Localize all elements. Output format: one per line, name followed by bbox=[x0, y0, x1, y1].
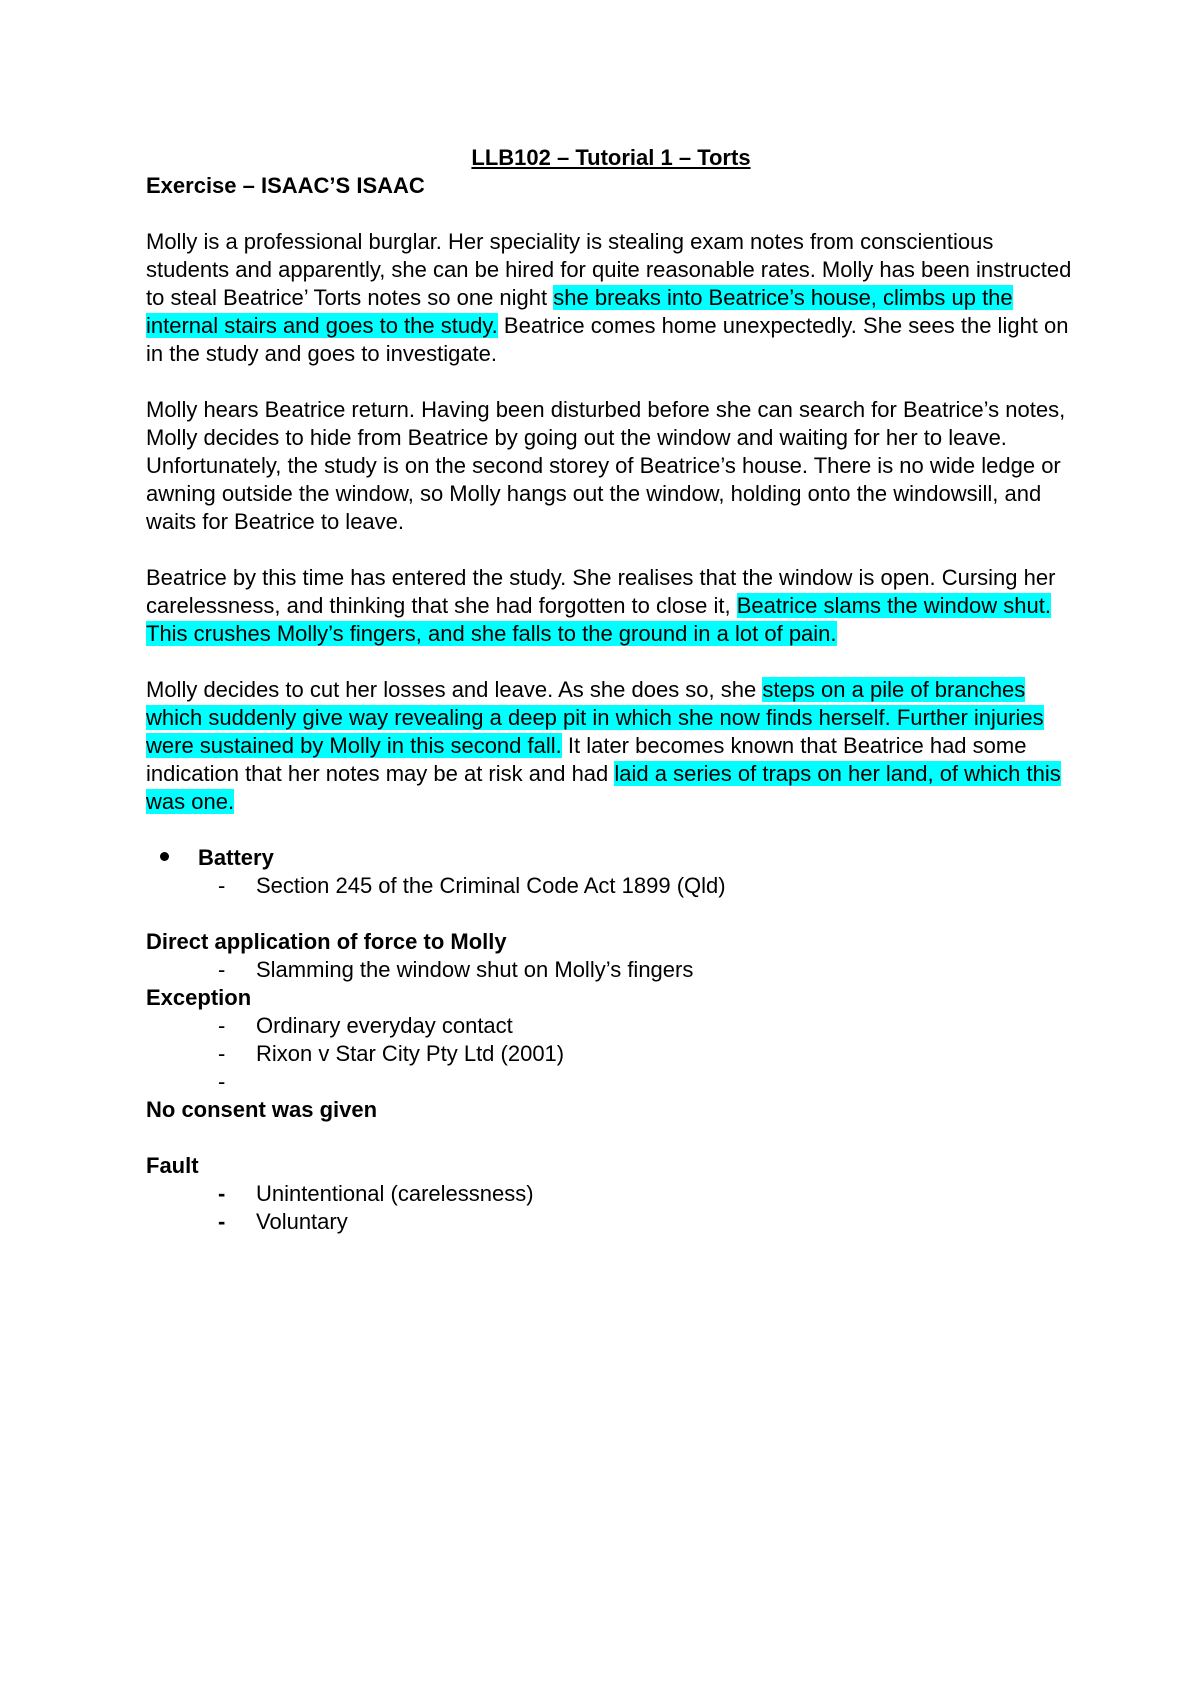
spacer bbox=[146, 200, 1076, 228]
dash-item bbox=[146, 1012, 1076, 1040]
bullet-icon bbox=[160, 852, 169, 861]
paragraph-1 bbox=[146, 228, 1076, 368]
dash-icon: - bbox=[218, 1041, 226, 1066]
heading-no-consent: No consent was given bbox=[146, 1097, 378, 1122]
dash-icon: - bbox=[218, 873, 226, 898]
dash-item-empty bbox=[146, 1068, 1076, 1096]
paragraph-3-text-a: Beatrice by this time has entered the study. She realises that the window is open. Cursing her carelessness, and thinking that she had forgotten to close it, bbox=[146, 565, 1056, 618]
spacer bbox=[146, 900, 1076, 928]
paragraph-1-text-a: Molly is a professional burglar. Her speciality is stealing exam notes from conscientious students and apparently, she can be hired for quite reasonable rates. Molly has been instructed to steal Beatrice’ Torts notes so one night bbox=[146, 229, 1072, 310]
heading-exception: Exception bbox=[146, 985, 252, 1010]
paragraph-1-text-b: Beatrice comes home unexpectedly. She sees the light on in the study and goes to investigate. bbox=[146, 313, 1069, 366]
dash-item bbox=[146, 1208, 1076, 1236]
dash-item-text: Voluntary bbox=[256, 1209, 348, 1234]
paragraph-2: Molly hears Beatrice return. Having been disturbed before she can search for Beatrice’s notes, Molly decides to hide from Beatrice by going out the window and waiting for her to leave. Unfortunately, the study is on the second storey of Beatrice’s house. There is no wide ledge or awning outside the window, so Molly hangs out the window, holding onto the windowsill, and waits for Beatrice to leave. bbox=[146, 397, 1066, 534]
document-body bbox=[146, 144, 1076, 1236]
dash-item bbox=[146, 1180, 1076, 1208]
dash-icon: - bbox=[218, 1181, 226, 1206]
dash-item-text: Unintentional (carelessness) bbox=[256, 1181, 534, 1206]
dash-icon: - bbox=[218, 1209, 226, 1234]
spacer bbox=[146, 816, 1076, 844]
bullet-label: Battery bbox=[198, 845, 274, 870]
paragraph-3 bbox=[146, 564, 1076, 648]
heading-direct-application: Direct application of force to Molly bbox=[146, 929, 507, 954]
paragraph-4-text-a: Molly decides to cut her losses and leave. As she does so, she bbox=[146, 677, 763, 702]
exercise-subtitle: Exercise – ISAAC’S ISAAC bbox=[146, 173, 425, 198]
dash-icon: - bbox=[218, 1013, 226, 1038]
dash-item bbox=[146, 956, 1076, 984]
dash-icon: - bbox=[218, 1069, 226, 1094]
paragraph-4-text-b: It later becomes known that Beatrice had some indication that her notes may be at risk and had bbox=[146, 733, 1027, 786]
spacer bbox=[146, 536, 1076, 564]
dash-item-text: Section 245 of the Criminal Code Act 1899 (Qld) bbox=[256, 873, 726, 898]
dash-icon: - bbox=[218, 957, 226, 982]
paragraph-4-highlight-2: laid a series of traps on her land, of which this was one. bbox=[146, 761, 1061, 814]
bullet-item-battery bbox=[146, 844, 1076, 872]
dash-item-text: Ordinary everyday contact bbox=[256, 1013, 513, 1038]
paragraph-3-highlight: Beatrice slams the window shut. This crushes Molly’s fingers, and she falls to the ground in a lot of pain. bbox=[146, 593, 1051, 646]
dash-item bbox=[146, 1040, 1076, 1068]
spacer bbox=[146, 368, 1076, 396]
document-title: LLB102 – Tutorial 1 – Torts bbox=[471, 145, 751, 170]
dash-item-text: Slamming the window shut on Molly’s fingers bbox=[256, 957, 694, 982]
spacer bbox=[146, 648, 1076, 676]
dash-item bbox=[146, 872, 1076, 900]
paragraph-4 bbox=[146, 676, 1076, 816]
paragraph-1-highlight: she breaks into Beatrice’s house, climbs up the internal stairs and goes to the study. bbox=[146, 285, 1013, 338]
paragraph-4-highlight-1: steps on a pile of branches which suddenly give way revealing a deep pit in which she now finds herself. Further injuries were sustained by Molly in this second fall. bbox=[146, 677, 1044, 758]
spacer bbox=[146, 1124, 1076, 1152]
dash-item-text: Rixon v Star City Pty Ltd (2001) bbox=[256, 1041, 565, 1066]
heading-fault: Fault bbox=[146, 1153, 199, 1178]
